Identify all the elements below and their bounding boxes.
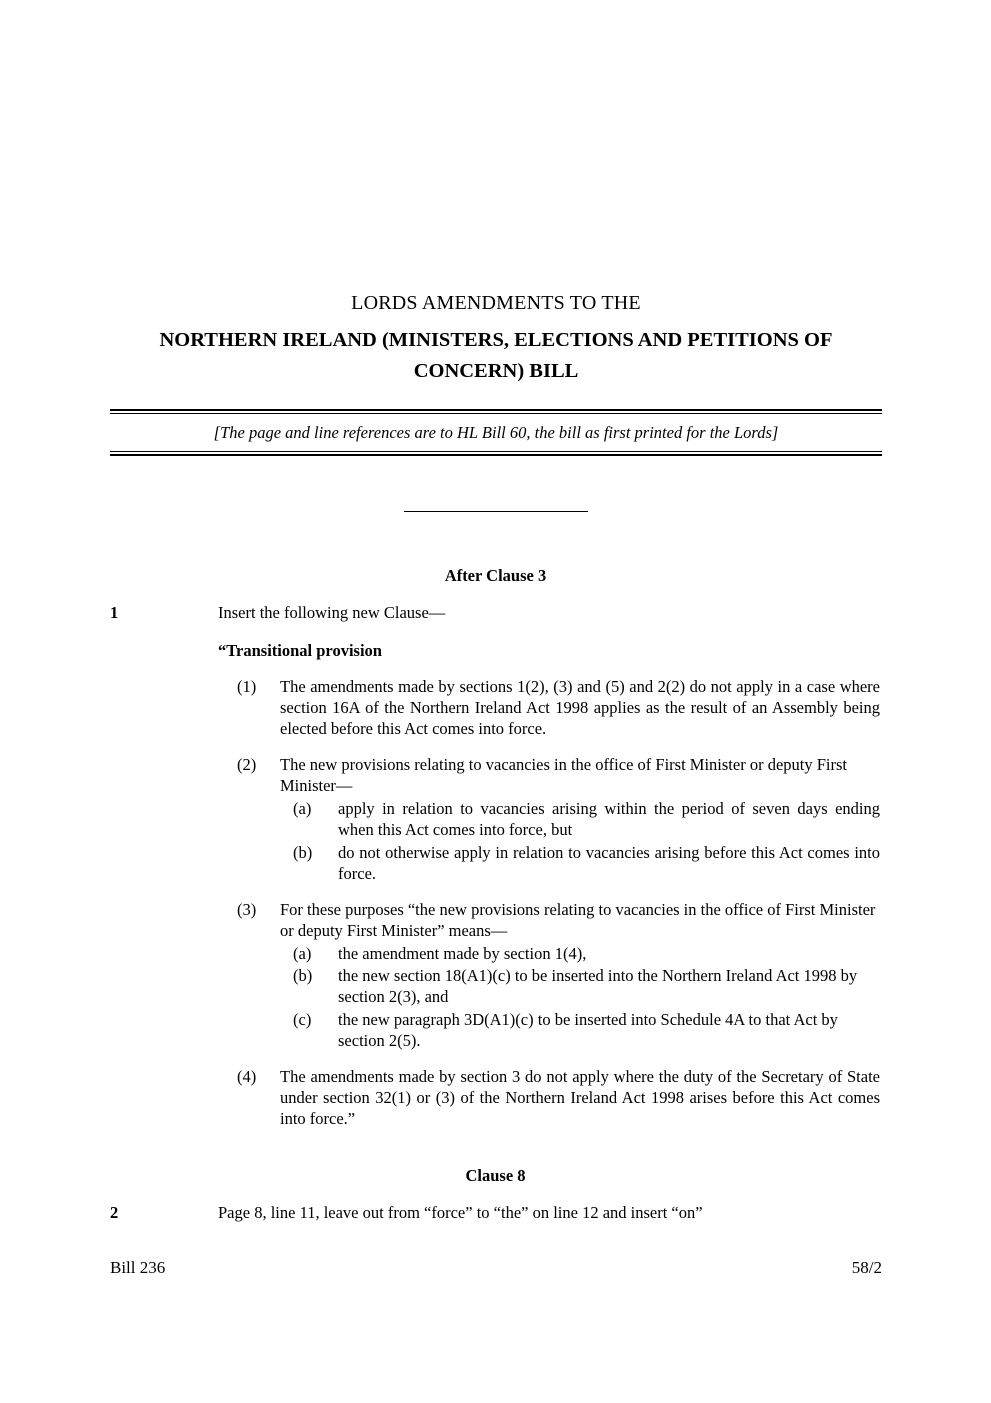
page-reference: 58/2 — [851, 1258, 882, 1277]
amendment-number: 1 — [110, 602, 119, 622]
section-divider-rule — [404, 511, 588, 512]
sub-paragraph-b — [0, 843, 991, 885]
amendment-lead-in: Page 8, line 11, leave out from “force” to “the” on line 12 and insert “on” — [218, 1202, 703, 1222]
amendment-number: 2 — [110, 1202, 119, 1222]
paragraph-3 — [0, 900, 991, 1053]
sub-paragraph-text: the new paragraph 3D(A1)(c) to be inserted into Schedule 4A to that Act by section 2(5). — [338, 1010, 838, 1051]
document-body — [0, 566, 991, 1223]
sub-paragraph-list — [0, 799, 991, 885]
sub-paragraph-marker: (a) — [293, 943, 312, 963]
section-heading: Clause 8 — [465, 1166, 526, 1186]
paragraph-marker: (3) — [237, 899, 257, 919]
paragraph-4 — [0, 1067, 991, 1130]
sub-paragraph-c — [0, 1010, 991, 1052]
amendment-1 — [0, 602, 991, 623]
sub-paragraph-text: apply in relation to vacancies arising within the period of seven days ending when this Act comes into force, but — [338, 798, 880, 839]
amendment-2 — [0, 1202, 991, 1223]
note-rule-bottom — [110, 451, 882, 456]
paragraph-marker: (1) — [237, 677, 257, 697]
bill-number: Bill 236 — [110, 1258, 166, 1277]
paragraph-marker: (2) — [237, 754, 257, 774]
page-title-line-2: NORTHERN IRELAND (MINISTERS, ELECTIONS AND PETITIONS OF CONCERN) BILL — [159, 329, 833, 382]
sub-paragraph-text: the amendment made by section 1(4), — [338, 943, 587, 963]
section-after-clause-3 — [0, 566, 991, 1130]
paragraph-2 — [0, 755, 991, 885]
sub-paragraph-marker: (a) — [293, 798, 312, 818]
paragraph-text: The new provisions relating to vacancies in the office of First Minister or deputy First Minister— — [280, 754, 847, 795]
page-footer — [110, 1258, 882, 1278]
section-heading: After Clause 3 — [444, 566, 547, 585]
sub-paragraph-a — [0, 799, 991, 841]
document-header — [110, 290, 882, 456]
sub-paragraph-text: do not otherwise apply in relation to vacancies arising before this Act comes into force. — [338, 842, 880, 883]
page-title-line-1: LORDS AMENDMENTS TO THE — [351, 292, 641, 314]
sub-paragraph-marker: (b) — [293, 966, 313, 986]
sub-paragraph-text: the new section 18(A1)(c) to be inserted into the Northern Ireland Act 1998 by section 2(3), and — [338, 966, 858, 1007]
paragraph-text: The amendments made by section 3 do not apply where the duty of the Secretary of State under section 32(1) or (3) of the Northern Ireland Act 1998 arises before this Act comes into force.” — [280, 1067, 880, 1129]
inserted-clause-paragraphs — [0, 677, 991, 1130]
amendment-lead-in: Insert the following new Clause— — [218, 602, 446, 622]
paragraph-text: For these purposes “the new provisions relating to vacancies in the office of First Minister or deputy First Minister” means— — [280, 899, 876, 940]
paragraph-text: The amendments made by sections 1(2), (3) and (5) and 2(2) do not apply in a case where section 16A of the Northern Ireland Act 1998 applies as the result of an Assembly being elected before this Act comes into force. — [280, 677, 880, 738]
paragraph-marker: (4) — [237, 1067, 257, 1087]
sub-paragraph-a — [0, 944, 991, 965]
paragraph-1 — [0, 677, 991, 740]
sub-paragraph-marker: (b) — [293, 842, 313, 862]
sub-paragraph-list — [0, 944, 991, 1053]
inserted-clause-title: “Transitional provision — [218, 640, 382, 660]
section-clause-8 — [0, 1166, 991, 1223]
sub-paragraph-b — [0, 966, 991, 1008]
reference-note: [The page and line references are to HL Bill 60, the bill as first printed for the Lords] — [213, 422, 779, 442]
sub-paragraph-marker: (c) — [293, 1010, 312, 1030]
section-spacer — [0, 1130, 991, 1166]
